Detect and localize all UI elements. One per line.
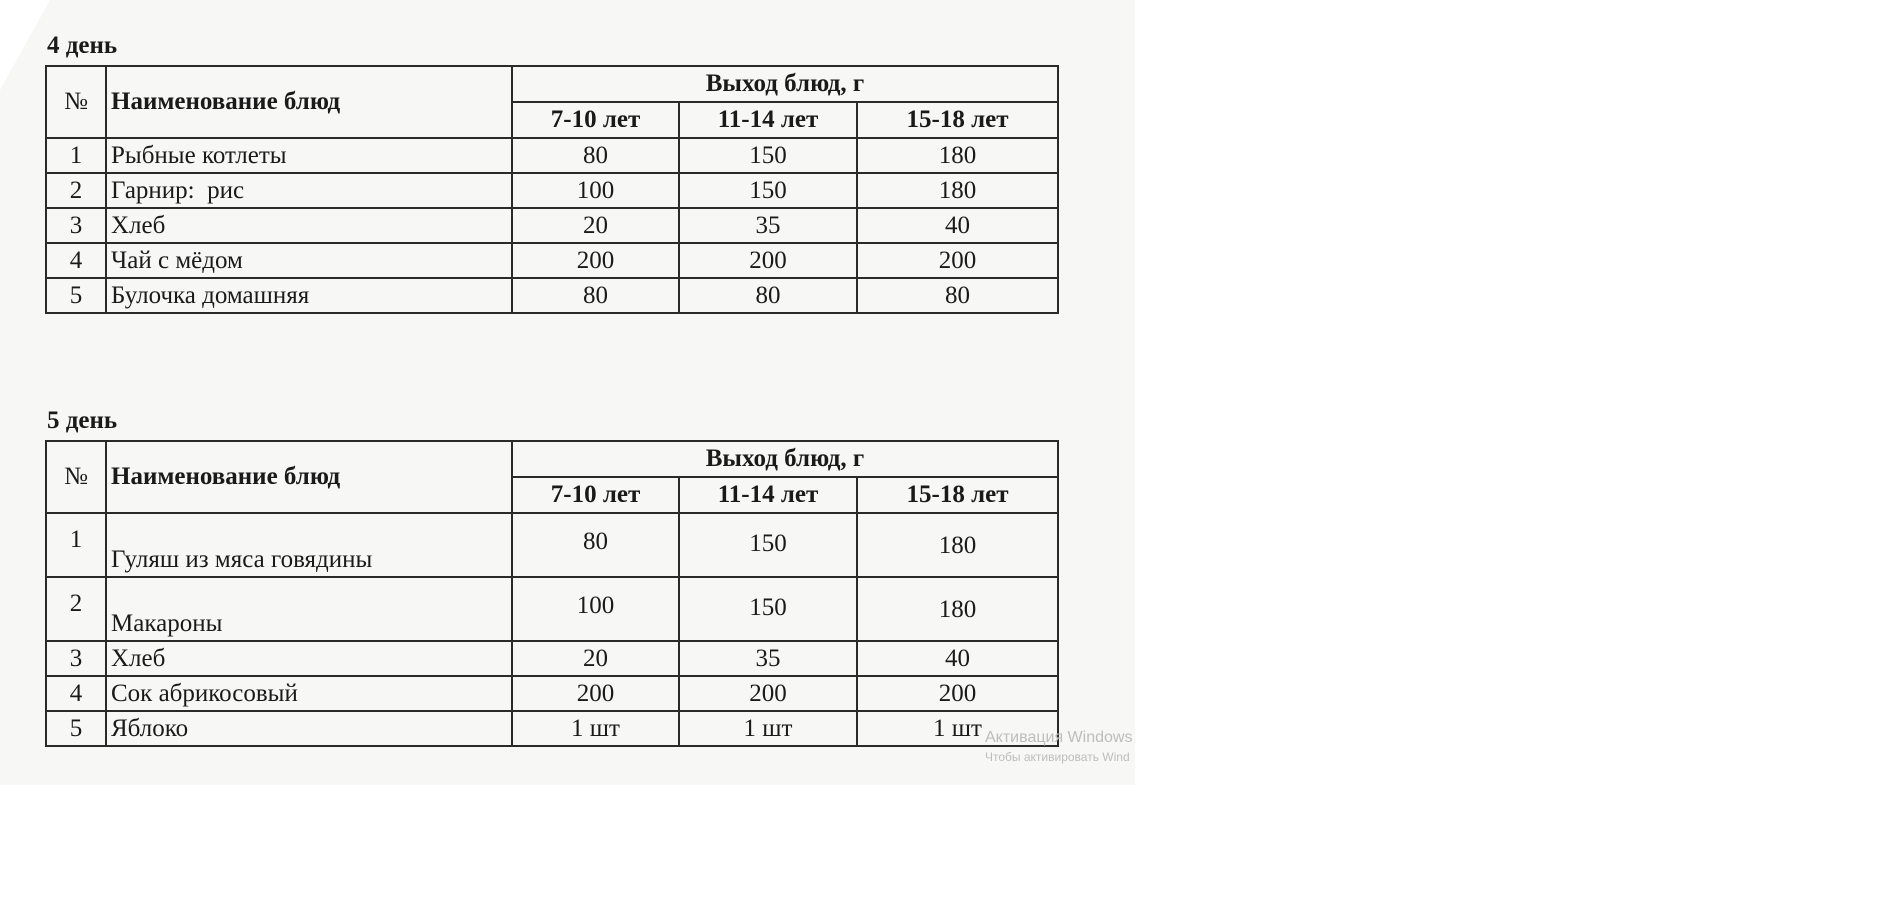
row-num: 2 [46, 173, 106, 208]
yield-11-14: 200 [679, 243, 857, 278]
table-row [46, 641, 1058, 676]
table-row [46, 711, 1058, 746]
dish-name: Гуляш из мяса говядины [106, 513, 512, 577]
windows-activation-watermark [985, 730, 1132, 763]
yield-7-10: 20 [512, 641, 679, 676]
table-row [46, 676, 1058, 711]
yield-7-10: 1 шт [512, 711, 679, 746]
yield-7-10: 200 [512, 676, 679, 711]
header-num: № [46, 441, 106, 513]
header-num: № [46, 66, 106, 138]
yield-11-14: 150 [679, 577, 857, 641]
dish-name: Хлеб [106, 641, 512, 676]
dish-name: Хлеб [106, 208, 512, 243]
day5-title: 5 день [47, 407, 118, 434]
header-age-7-10: 7-10 лет [512, 102, 679, 138]
header-yield: Выход блюд, г [512, 441, 1058, 477]
day4-title: 4 день [47, 32, 118, 59]
yield-11-14: 80 [679, 278, 857, 313]
yield-11-14: 200 [679, 676, 857, 711]
yield-7-10: 80 [512, 513, 679, 577]
row-num: 4 [46, 676, 106, 711]
row-num: 1 [46, 513, 106, 577]
table-header-row [46, 441, 1058, 477]
yield-15-18: 180 [857, 577, 1058, 641]
watermark-line1: Активация Windows [985, 729, 1133, 746]
dish-name: Макароны [106, 577, 512, 641]
table-row [46, 208, 1058, 243]
table-row [46, 243, 1058, 278]
dish-name: Яблоко [106, 711, 512, 746]
table-row [46, 577, 1058, 641]
row-num: 2 [46, 577, 106, 641]
header-age-15-18: 15-18 лет [857, 102, 1058, 138]
watermark-line2: Чтобы активировать Wind [985, 750, 1130, 764]
header-age-7-10: 7-10 лет [512, 477, 679, 513]
row-num: 4 [46, 243, 106, 278]
yield-11-14: 150 [679, 513, 857, 577]
row-num: 3 [46, 641, 106, 676]
table-row [46, 278, 1058, 313]
yield-15-18: 180 [857, 513, 1058, 577]
header-yield: Выход блюд, г [512, 66, 1058, 102]
yield-11-14: 35 [679, 208, 857, 243]
row-num: 5 [46, 278, 106, 313]
header-age-11-14: 11-14 лет [679, 477, 857, 513]
dish-name: Гарнир: рис [106, 173, 512, 208]
yield-15-18: 200 [857, 676, 1058, 711]
dish-name: Сок абрикосовый [106, 676, 512, 711]
dish-name: Чай с мёдом [106, 243, 512, 278]
dish-name: Булочка домашняя [106, 278, 512, 313]
yield-15-18: 40 [857, 641, 1058, 676]
header-name: Наименование блюд [106, 441, 512, 513]
table-row [46, 138, 1058, 173]
table-row [46, 173, 1058, 208]
yield-7-10: 200 [512, 243, 679, 278]
row-num: 5 [46, 711, 106, 746]
yield-11-14: 35 [679, 641, 857, 676]
yield-15-18: 40 [857, 208, 1058, 243]
day5-menu-table [45, 440, 1059, 747]
header-age-11-14: 11-14 лет [679, 102, 857, 138]
row-num: 1 [46, 138, 106, 173]
folded-corner [0, 0, 50, 90]
yield-15-18: 1 шт [857, 711, 1058, 746]
yield-7-10: 100 [512, 173, 679, 208]
yield-15-18: 80 [857, 278, 1058, 313]
yield-7-10: 20 [512, 208, 679, 243]
yield-11-14: 150 [679, 173, 857, 208]
day4-menu-table [45, 65, 1059, 314]
yield-11-14: 150 [679, 138, 857, 173]
row-num: 3 [46, 208, 106, 243]
yield-15-18: 180 [857, 173, 1058, 208]
yield-15-18: 200 [857, 243, 1058, 278]
header-age-15-18: 15-18 лет [857, 477, 1058, 513]
table-header-row [46, 66, 1058, 102]
table-row [46, 513, 1058, 577]
yield-15-18: 180 [857, 138, 1058, 173]
yield-7-10: 80 [512, 278, 679, 313]
header-name: Наименование блюд [106, 66, 512, 138]
yield-7-10: 80 [512, 138, 679, 173]
yield-7-10: 100 [512, 577, 679, 641]
yield-11-14: 1 шт [679, 711, 857, 746]
dish-name: Рыбные котлеты [106, 138, 512, 173]
